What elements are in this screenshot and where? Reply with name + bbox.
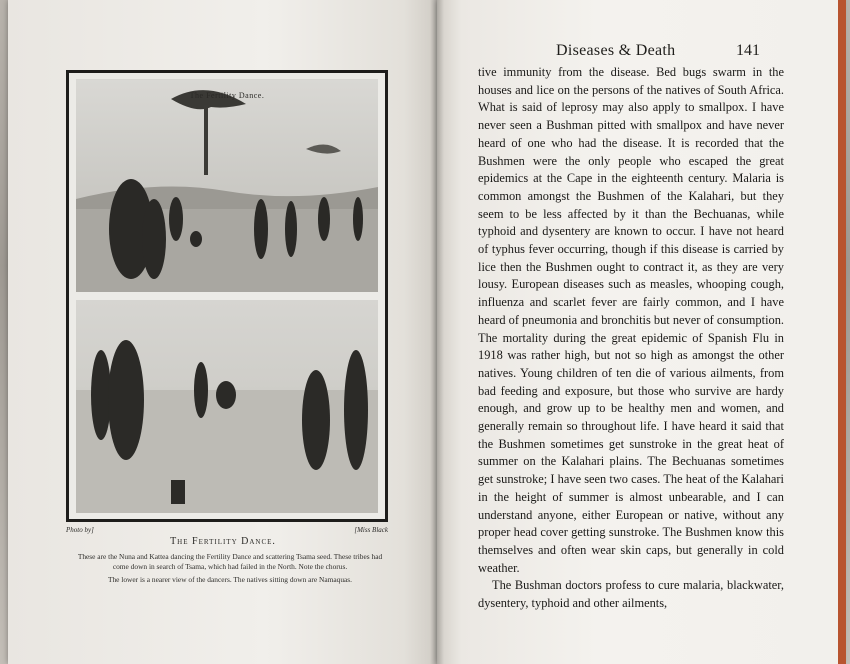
caption-line: These are the Nuna and Kattea dancing the Fertility Dance and scattering Tsama seed. These tribes had come down in search of Tsama, which had failed in the North. Note the chorus. [77, 552, 383, 571]
body-text [478, 64, 784, 613]
running-header-title: Diseases & Death [556, 42, 676, 59]
credit-photographer-name: [Miss Black [354, 526, 388, 534]
book-cover-edge [838, 0, 846, 664]
plate-label: The Fertility Dance. [189, 91, 265, 100]
paragraph: The Bushman doctors profess to cure malaria, blackwater, dysentery, typhoid and other ailments, [478, 578, 784, 611]
caption-body [70, 552, 390, 588]
credit-photographer-prefix: Photo by] [66, 526, 94, 534]
photo-plate [66, 70, 388, 522]
page-number: 141 [736, 42, 760, 59]
caption-title: The Fertility Dance. [170, 536, 276, 547]
photo-fertility-dance-near [76, 300, 378, 513]
book-spine [430, 0, 444, 664]
photo-fertility-dance-distant [76, 79, 378, 292]
paragraph: tive immunity from the disease. Bed bugs swarm in the houses and lice on the persons of the natives of South Africa. What is said of leprosy may also apply to smallpox. I have never seen a Bushman pitted with smallpox and have never heard of one who had the disease. It is recorded that the Bushmen were the only people who escaped the great epidemics at the Cape in the eighteenth century. Malaria is common amongst the Bushmen of the Kalahari, but they seem to be less affected by it than the Bechuanas, while typhoid and dysentery are known to occur. I have not heard of typhus fever occurring, though if this disease is carried by lice then the Bushmen ought to contract it, as they are very lousy. European diseases such as measles, whooping cough, influenza and scarlet fever are fairly common, and I have heard of pneumonia and bronchitis but never of consumption. The mortality during the great epidemic of Spanish Flu in 1918 was rather high, but not so high as amongst the other natives. Young children of ten die of various ailments, from bad feeding and exposure, but those who survive are hardy enough, and grow up to be healthy men and women, and generally remain so throughout life. I have heard it said that the Bushmen sometimes get sunstroke in the great heat of summer on the Kalahari plains. The Bechuanas sometimes get sunstroke; I have seen two cases. The heat of the Kalahari in the height of summer is almost unbearable, and I can understand anyone, either European or native, without any proper head cover getting sunstroke. The Bushmen know this themselves and often wear skin caps, but generally in cold weather. [478, 65, 784, 575]
caption-line: The lower is a nearer view of the dancers. The natives sitting down are Namaquas. [107, 575, 353, 584]
